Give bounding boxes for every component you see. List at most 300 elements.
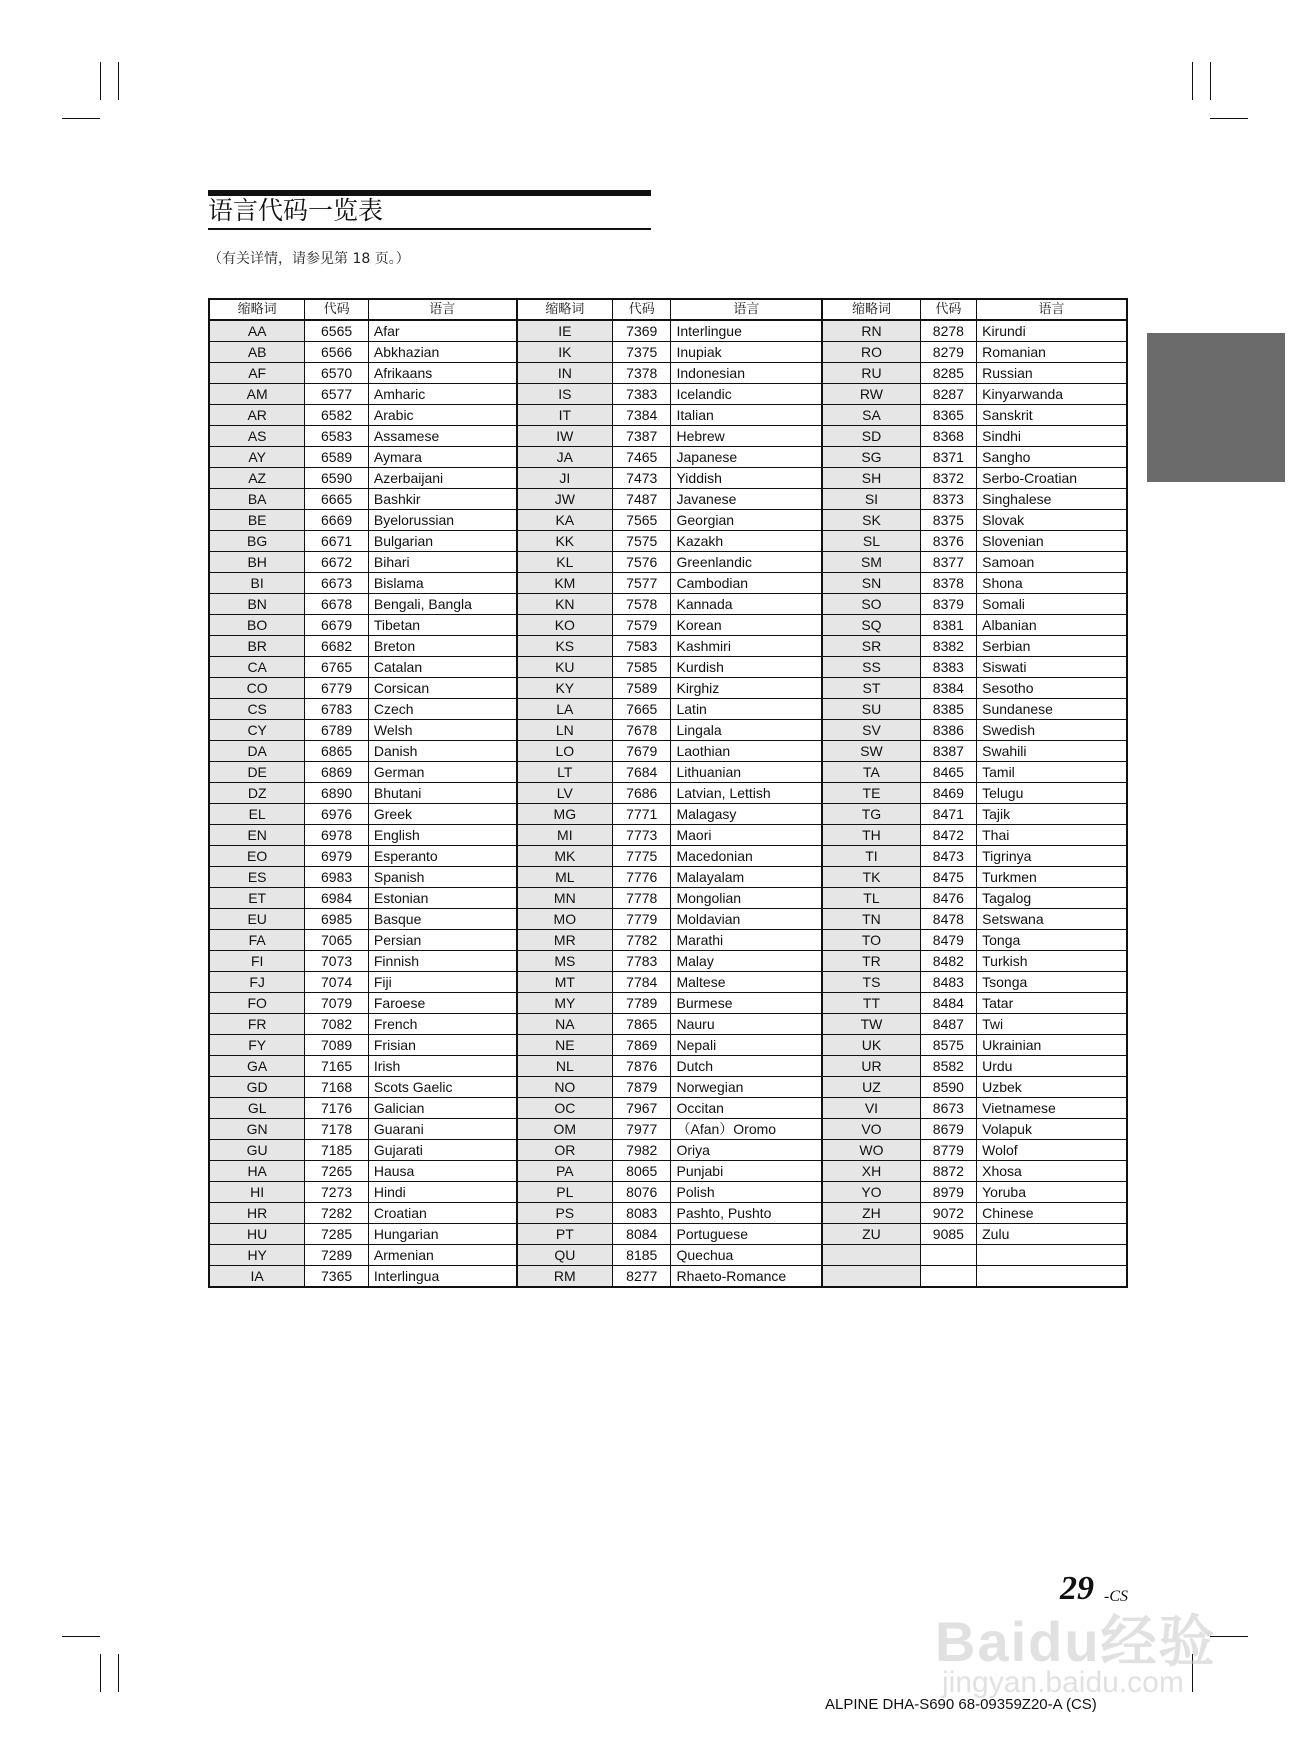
language-cell: Frisian [368,1035,516,1056]
crop-mark [1210,62,1211,100]
language-cell: Gujarati [368,1140,516,1161]
table-row [209,699,1127,720]
language-cell: Faroese [368,993,516,1014]
code-cell: 8376 [920,531,976,552]
language-cell: Oriya [671,1140,822,1161]
language-cell: Sangho [977,447,1127,468]
language-cell: English [368,825,516,846]
code-cell: 9072 [920,1203,976,1224]
code-cell: 7074 [305,972,369,993]
table-row [209,384,1127,405]
language-cell: Cambodian [671,573,822,594]
code-cell: 8465 [920,762,976,783]
abbreviation-cell: NL [517,1056,613,1077]
language-cell: Maltese [671,972,822,993]
language-cell: Tonga [977,930,1127,951]
abbreviation-cell: CA [209,657,305,678]
language-cell: Swahili [977,741,1127,762]
abbreviation-cell: JI [517,468,613,489]
code-cell: 6679 [305,615,369,636]
code-cell: 6682 [305,636,369,657]
code-cell: 6577 [305,384,369,405]
language-cell: Bulgarian [368,531,516,552]
language-cell: Lithuanian [671,762,822,783]
watermark-logo: Baidu经验 [935,1610,1217,1673]
code-cell: 7383 [612,384,671,405]
abbreviation-cell: SD [822,426,920,447]
code-cell: 7779 [612,909,671,930]
abbreviation-cell: BR [209,636,305,657]
abbreviation-cell: MR [517,930,613,951]
code-cell: 8779 [920,1140,976,1161]
code-cell: 7684 [612,762,671,783]
code-cell: 6678 [305,594,369,615]
language-cell: Scots Gaelic [368,1077,516,1098]
abbreviation-cell: SL [822,531,920,552]
language-cell: Xhosa [977,1161,1127,1182]
abbreviation-cell: PL [517,1182,613,1203]
table-row [209,1056,1127,1077]
abbreviation-cell: TI [822,846,920,867]
column-header: 语言 [368,299,516,320]
abbreviation-cell: RM [517,1266,613,1288]
abbreviation-cell: YO [822,1182,920,1203]
language-cell: Sindhi [977,426,1127,447]
language-cell: Afar [368,320,516,342]
abbreviation-cell: JA [517,447,613,468]
code-cell: 6978 [305,825,369,846]
code-cell: 7168 [305,1077,369,1098]
code-cell: 8479 [920,930,976,951]
abbreviation-cell: FR [209,1014,305,1035]
language-cell: Greek [368,804,516,825]
abbreviation-cell: MT [517,972,613,993]
abbreviation-cell: LN [517,720,613,741]
language-cell: Hungarian [368,1224,516,1245]
language-cell: Estonian [368,888,516,909]
table-row [209,1035,1127,1056]
code-cell: 7876 [612,1056,671,1077]
language-cell: Serbo-Croatian [977,468,1127,489]
abbreviation-cell: AZ [209,468,305,489]
code-cell: 7789 [612,993,671,1014]
code-cell: 6765 [305,657,369,678]
code-cell: 7065 [305,930,369,951]
abbreviation-cell: OR [517,1140,613,1161]
language-cell: Swedish [977,720,1127,741]
code-cell: 8387 [920,741,976,762]
abbreviation-cell: CY [209,720,305,741]
code-cell: 7185 [305,1140,369,1161]
abbreviation-cell: EN [209,825,305,846]
abbreviation-cell: KA [517,510,613,531]
code-cell: 6779 [305,678,369,699]
abbreviation-cell [822,1245,920,1266]
abbreviation-cell: VI [822,1098,920,1119]
language-cell: Siswati [977,657,1127,678]
code-cell: 6671 [305,531,369,552]
language-cell: Abkhazian [368,342,516,363]
abbreviation-cell: KM [517,573,613,594]
code-cell: 7665 [612,699,671,720]
abbreviation-cell: AA [209,320,305,342]
language-cell: Kannada [671,594,822,615]
table-row [209,720,1127,741]
code-cell: 8386 [920,720,976,741]
language-cell: Albanian [977,615,1127,636]
abbreviation-cell: JW [517,489,613,510]
abbreviation-cell: FJ [209,972,305,993]
abbreviation-cell: BG [209,531,305,552]
code-cell: 8484 [920,993,976,1014]
abbreviation-cell: AF [209,363,305,384]
table-row [209,1098,1127,1119]
table-row [209,1014,1127,1035]
code-cell: 7585 [612,657,671,678]
column-header: 缩略词 [822,299,920,320]
code-cell: 6979 [305,846,369,867]
language-cell: Kinyarwanda [977,384,1127,405]
language-cell: Bashkir [368,489,516,510]
crop-mark [1210,118,1248,119]
abbreviation-cell: BO [209,615,305,636]
table-row [209,1224,1127,1245]
abbreviation-cell: CO [209,678,305,699]
language-cell: Somali [977,594,1127,615]
abbreviation-cell: MS [517,951,613,972]
abbreviation-cell: HU [209,1224,305,1245]
code-cell: 7378 [612,363,671,384]
code-cell: 8365 [920,405,976,426]
language-cell: Basque [368,909,516,930]
abbreviation-cell: TS [822,972,920,993]
code-cell: 8476 [920,888,976,909]
column-header: 缩略词 [517,299,613,320]
table-row [209,573,1127,594]
code-cell: 8471 [920,804,976,825]
language-cell: Nauru [671,1014,822,1035]
language-cell: Javanese [671,489,822,510]
language-cell: Moldavian [671,909,822,930]
code-cell: 6783 [305,699,369,720]
abbreviation-cell: MG [517,804,613,825]
abbreviation-cell: RW [822,384,920,405]
abbreviation-cell: OC [517,1098,613,1119]
table-row [209,594,1127,615]
abbreviation-cell: LT [517,762,613,783]
language-cell: Persian [368,930,516,951]
language-cell: Tamil [977,762,1127,783]
code-cell: 6983 [305,867,369,888]
language-cell: Nepali [671,1035,822,1056]
table-row [209,531,1127,552]
code-cell: 8278 [920,320,976,342]
abbreviation-cell: VO [822,1119,920,1140]
language-cell: Hebrew [671,426,822,447]
abbreviation-cell: RN [822,320,920,342]
table-row [209,1119,1127,1140]
column-header: 代码 [305,299,369,320]
abbreviation-cell: TE [822,783,920,804]
language-cell: Norwegian [671,1077,822,1098]
language-cell: Kirghiz [671,678,822,699]
code-cell: 8372 [920,468,976,489]
language-cell: Yiddish [671,468,822,489]
code-cell: 8084 [612,1224,671,1245]
code-cell: 7583 [612,636,671,657]
abbreviation-cell: DZ [209,783,305,804]
table-row [209,825,1127,846]
language-cell: Croatian [368,1203,516,1224]
code-cell [920,1266,976,1288]
code-cell: 6665 [305,489,369,510]
language-cell: Tatar [977,993,1127,1014]
code-cell: 6565 [305,320,369,342]
language-cell: Volapuk [977,1119,1127,1140]
abbreviation-cell: IE [517,320,613,342]
abbreviation-cell: SA [822,405,920,426]
code-cell: 8385 [920,699,976,720]
abbreviation-cell: AM [209,384,305,405]
code-cell: 7089 [305,1035,369,1056]
code-cell: 8065 [612,1161,671,1182]
abbreviation-cell: TK [822,867,920,888]
code-cell: 7289 [305,1245,369,1266]
table-row [209,867,1127,888]
code-cell: 6590 [305,468,369,489]
code-cell: 6570 [305,363,369,384]
table-header-row [209,299,1127,320]
code-cell: 6669 [305,510,369,531]
language-cell: Wolof [977,1140,1127,1161]
abbreviation-cell: SI [822,489,920,510]
code-cell: 8382 [920,636,976,657]
language-cell: Tigrinya [977,846,1127,867]
code-cell: 8384 [920,678,976,699]
language-cell: Latin [671,699,822,720]
abbreviation-cell: FO [209,993,305,1014]
abbreviation-cell: SM [822,552,920,573]
language-cell: Laothian [671,741,822,762]
language-cell: Macedonian [671,846,822,867]
code-cell: 8487 [920,1014,976,1035]
abbreviation-cell: XH [822,1161,920,1182]
code-cell: 7977 [612,1119,671,1140]
code-cell: 7784 [612,972,671,993]
language-cell: Welsh [368,720,516,741]
table-row [209,405,1127,426]
abbreviation-cell: ES [209,867,305,888]
code-cell: 7565 [612,510,671,531]
code-cell: 7967 [612,1098,671,1119]
code-cell: 7073 [305,951,369,972]
language-cell: Samoan [977,552,1127,573]
table-row [209,657,1127,678]
language-cell: Interlingua [368,1266,516,1288]
code-cell: 8679 [920,1119,976,1140]
abbreviation-cell: TH [822,825,920,846]
language-cell: German [368,762,516,783]
language-cell: Bhutani [368,783,516,804]
language-cell: Hindi [368,1182,516,1203]
column-header: 代码 [920,299,976,320]
code-cell: 7176 [305,1098,369,1119]
table-row [209,636,1127,657]
language-cell: Armenian [368,1245,516,1266]
table-row [209,888,1127,909]
table-row [209,489,1127,510]
table-row [209,447,1127,468]
abbreviation-cell: SK [822,510,920,531]
abbreviation-cell: SO [822,594,920,615]
code-cell: 7775 [612,846,671,867]
abbreviation-cell: LV [517,783,613,804]
code-cell: 6673 [305,573,369,594]
language-cell: Spanish [368,867,516,888]
language-cell: Uzbek [977,1077,1127,1098]
abbreviation-cell: KN [517,594,613,615]
code-cell: 8872 [920,1161,976,1182]
code-cell: 8279 [920,342,976,363]
language-cell: Sundanese [977,699,1127,720]
code-cell: 7578 [612,594,671,615]
abbreviation-cell: AR [209,405,305,426]
language-cell: Interlingue [671,320,822,342]
code-cell: 8185 [612,1245,671,1266]
abbreviation-cell: SS [822,657,920,678]
code-cell: 7576 [612,552,671,573]
abbreviation-cell: KS [517,636,613,657]
code-cell: 9085 [920,1224,976,1245]
code-cell: 8379 [920,594,976,615]
language-cell: Telugu [977,783,1127,804]
abbreviation-cell: MO [517,909,613,930]
language-cell: Bihari [368,552,516,573]
language-cell: Finnish [368,951,516,972]
table-row [209,363,1127,384]
language-cell: Tsonga [977,972,1127,993]
language-cell: Japanese [671,447,822,468]
table-row [209,552,1127,573]
code-cell: 7783 [612,951,671,972]
language-cell: Kazakh [671,531,822,552]
code-cell: 7282 [305,1203,369,1224]
language-cell: Czech [368,699,516,720]
table-row [209,1077,1127,1098]
language-cell: Turkish [977,951,1127,972]
code-cell: 6589 [305,447,369,468]
language-cell: Hausa [368,1161,516,1182]
footer-text: ALPINE DHA-S690 68-09359Z20-A (CS) [825,1696,1097,1713]
code-cell [920,1245,976,1266]
abbreviation-cell: GN [209,1119,305,1140]
abbreviation-cell: GD [209,1077,305,1098]
language-cell: Thai [977,825,1127,846]
abbreviation-cell: IK [517,342,613,363]
code-cell: 8473 [920,846,976,867]
abbreviation-cell: SW [822,741,920,762]
code-cell: 7082 [305,1014,369,1035]
code-cell: 7369 [612,320,671,342]
language-cell: Irish [368,1056,516,1077]
language-cell: Ukrainian [977,1035,1127,1056]
abbreviation-cell: SV [822,720,920,741]
abbreviation-cell: NA [517,1014,613,1035]
code-cell: 7387 [612,426,671,447]
code-cell: 6890 [305,783,369,804]
code-cell: 8375 [920,510,976,531]
abbreviation-cell: HA [209,1161,305,1182]
abbreviation-cell: BH [209,552,305,573]
watermark-url: jingyan.baidu.com [942,1666,1184,1699]
abbreviation-cell: ST [822,678,920,699]
language-cell: Assamese [368,426,516,447]
column-header: 代码 [612,299,671,320]
language-cell: Marathi [671,930,822,951]
page-suffix: -CS [1104,1588,1128,1605]
abbreviation-cell: EU [209,909,305,930]
code-cell: 7487 [612,489,671,510]
code-cell: 7782 [612,930,671,951]
abbreviation-cell: WO [822,1140,920,1161]
language-cell: Singhalese [977,489,1127,510]
language-cell: Russian [977,363,1127,384]
language-cell: Sanskrit [977,405,1127,426]
language-cell: （Afan）Oromo [671,1119,822,1140]
abbreviation-cell: LA [517,699,613,720]
code-cell: 7679 [612,741,671,762]
abbreviation-cell: EO [209,846,305,867]
code-cell: 7384 [612,405,671,426]
language-cell: Slovak [977,510,1127,531]
table-row [209,468,1127,489]
column-header: 缩略词 [209,299,305,320]
abbreviation-cell: SU [822,699,920,720]
language-cell [977,1266,1127,1288]
language-cell: Setswana [977,909,1127,930]
abbreviation-cell: SN [822,573,920,594]
abbreviation-cell: GU [209,1140,305,1161]
language-cell: Polish [671,1182,822,1203]
abbreviation-cell: HI [209,1182,305,1203]
table-row [209,342,1127,363]
language-cell: Tajik [977,804,1127,825]
language-cell: Turkmen [977,867,1127,888]
code-cell: 7589 [612,678,671,699]
abbreviation-cell: TT [822,993,920,1014]
abbreviation-cell: UZ [822,1077,920,1098]
table-row [209,993,1127,1014]
abbreviation-cell: FA [209,930,305,951]
language-cell: Corsican [368,678,516,699]
abbreviation-cell: OM [517,1119,613,1140]
language-cell: Georgian [671,510,822,531]
crop-mark [118,1654,119,1692]
language-cell: Byelorussian [368,510,516,531]
language-cell: Quechua [671,1245,822,1266]
table-row [209,1266,1127,1288]
abbreviation-cell: BI [209,573,305,594]
abbreviation-cell: MY [517,993,613,1014]
language-cell: Afrikaans [368,363,516,384]
section-tab [1147,333,1285,482]
code-cell: 6976 [305,804,369,825]
abbreviation-cell: HY [209,1245,305,1266]
code-cell: 8381 [920,615,976,636]
code-cell: 7776 [612,867,671,888]
language-cell: Serbian [977,636,1127,657]
language-cell: Bengali, Bangla [368,594,516,615]
